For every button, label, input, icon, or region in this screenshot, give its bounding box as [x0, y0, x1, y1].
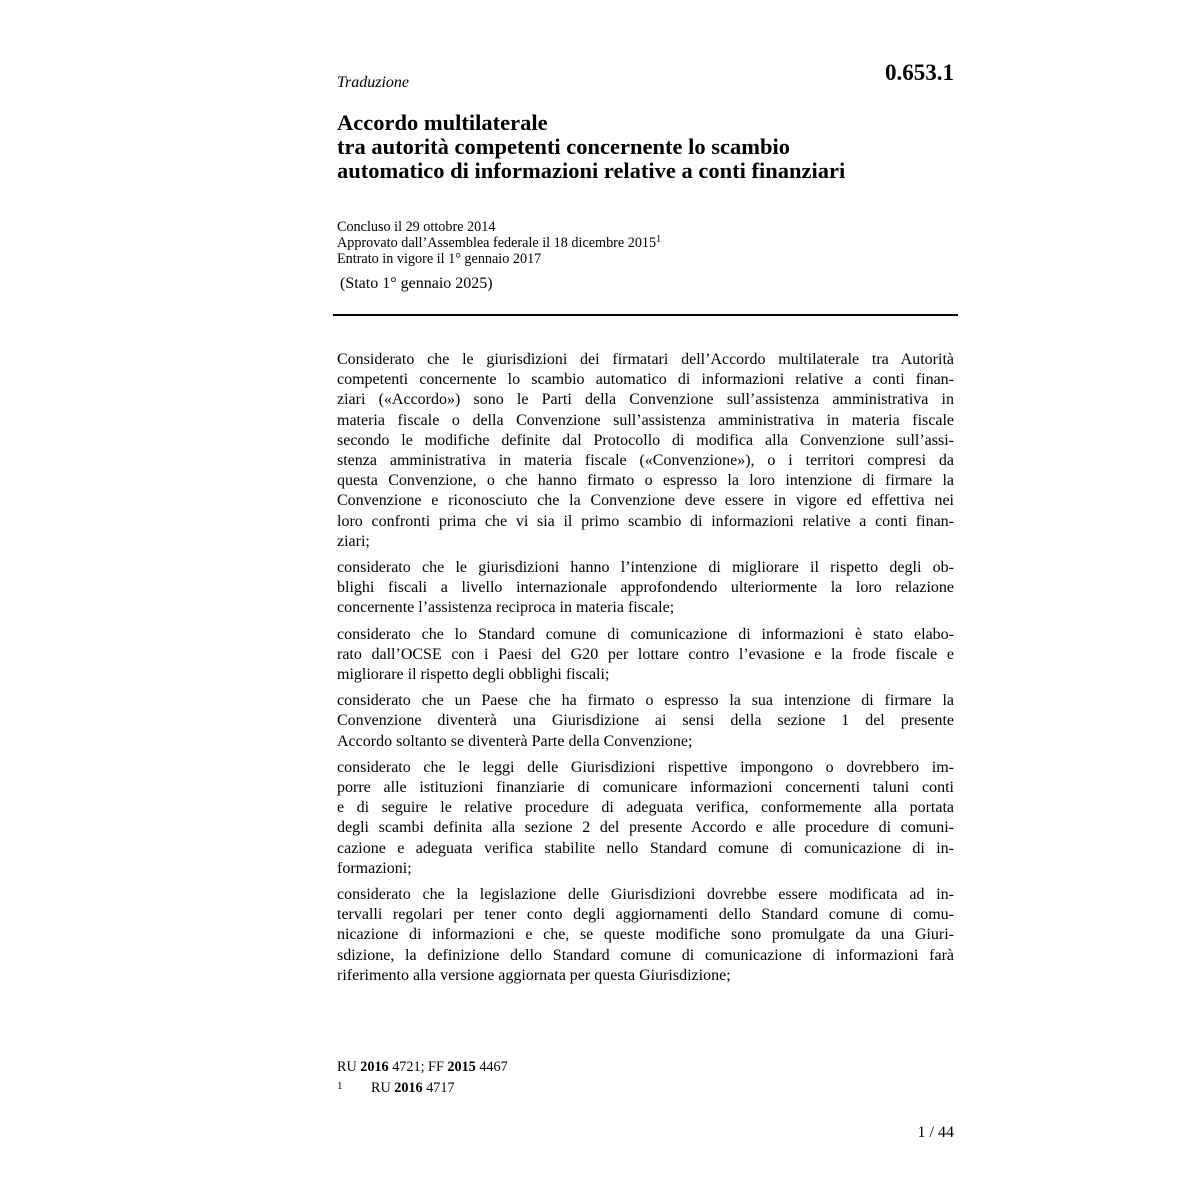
text-line: blighi fiscali a livello internazionale approfondendo ulteriormente la loro relazione	[337, 579, 954, 597]
title-line: automatico di informazioni relative a conti finanziari	[337, 158, 846, 183]
text-line: degli scambi definita alla sezione 2 del presente Accordo e alle procedure di comuni-	[337, 819, 954, 837]
preamble	[337, 350, 954, 992]
ff-page: 4467	[475, 1059, 508, 1075]
text-line: stenza amministrativa in materia fiscale («Convenzione»), o i territori compresi da	[337, 452, 954, 470]
translation-label: Traduzione	[337, 74, 410, 91]
sr-number: 0.653.1	[885, 60, 954, 85]
document-title	[337, 111, 957, 183]
approved-text: Approvato dall’Assemblea federale il 18 dicembre 2015	[337, 235, 657, 251]
text-line: loro confronti prima che vi sia il primo scambio di informazioni relative a conti finan-	[337, 512, 954, 530]
text-line: secondo le modifiche definite dal Protocollo di modifica alla Convenzione sull’assi-	[337, 431, 954, 449]
text-line: considerato che lo Standard comune di comunicazione di informazioni è stato elabo-	[337, 625, 954, 643]
text-line: questa Convenzione, o che hanno firmato o espresso la loro intenzione di firmare la	[337, 472, 954, 490]
text-line: riferimento alla versione aggiornata per questa Giurisdizione;	[337, 966, 731, 984]
preamble-paragraph	[337, 350, 954, 552]
preamble-paragraph	[337, 885, 954, 986]
text-line: considerato che la legislazione delle Giurisdizioni dovrebbe essere modificata ad in-	[337, 886, 954, 904]
text-line: cazione e adeguata verifica stabilite nello Standard comune di comunicazione di in-	[337, 839, 954, 857]
status-date: (Stato 1° gennaio 2025)	[340, 275, 493, 292]
text-line: formazioni;	[337, 859, 412, 877]
footnote-ref[interactable]: 1	[656, 234, 662, 245]
text-line: Accordo soltanto se diventerà Parte della Convenzione;	[337, 732, 693, 750]
text-line: materia fiscale o della Convenzione sull’assistenza amministrativa in materia fiscale	[337, 411, 954, 429]
text-line: porre alle istituzioni finanziarie di comunicare informazioni concernenti taluni conti	[337, 779, 954, 797]
text-line: concernente l’assistenza reciproca in materia fiscale;	[337, 599, 675, 617]
fn-prefix: RU	[371, 1080, 395, 1096]
preamble-paragraph	[337, 691, 954, 752]
ru-prefix: RU	[337, 1059, 361, 1075]
text-line: considerato che un Paese che ha firmato o espresso la sua intenzione di firmare la	[337, 692, 954, 710]
publication-reference	[337, 1058, 508, 1077]
ff-year: 2015	[447, 1059, 476, 1075]
ru-year: 2016	[360, 1059, 389, 1075]
text-line: ziari;	[337, 532, 370, 550]
preamble-paragraph	[337, 625, 954, 686]
approved-date	[337, 235, 661, 251]
title-line: Accordo multilaterale	[337, 110, 548, 135]
text-line: Convenzione e riconosciuto che la Convenzione deve essere in vigore ed effettiva nei	[337, 492, 954, 510]
text-line: Convenzione diventerà una Giurisdizione ai sensi della sezione 1 del presente	[337, 712, 954, 730]
text-line: competenti concernente lo scambio automatico di informazioni relative a conti finan-	[337, 371, 954, 389]
title-line: tra autorità competenti concernente lo scambio	[337, 134, 791, 159]
fn-page: 4717	[422, 1080, 455, 1096]
fn-year: 2016	[394, 1080, 423, 1096]
in-force-date: Entrato in vigore il 1° gennaio 2017	[337, 251, 542, 267]
text-line: e di seguire le relative procedure di adeguata verifica, conformemente alla portata	[337, 799, 954, 817]
text-line: Considerato che le giurisdizioni dei firmatari dell’Accordo multilaterale tra Autorità	[337, 351, 954, 368]
footnote-1	[337, 1077, 508, 1098]
text-line: rato dall’OCSE con i Paesi del G20 per lottare contro l’evasione e la frode fiscale e	[337, 645, 954, 663]
text-line: considerato che le leggi delle Giurisdizioni rispettive impongono o dovrebbero im-	[337, 758, 954, 776]
document-metadata	[337, 219, 661, 267]
preamble-paragraph	[337, 558, 954, 619]
text-line: tervalli regolari per tener conto degli aggiornamenti dello Standard comune di comu-	[337, 906, 954, 924]
text-line: nicazione di informazioni e che, se queste modifiche sono promulgate da una Giuri-	[337, 926, 954, 944]
page-number: 1 / 44	[917, 1124, 954, 1141]
footer-references	[337, 1058, 508, 1098]
concluded-date: Concluso il 29 ottobre 2014	[337, 219, 496, 235]
text-line: ziari («Accordo») sono le Parti della Convenzione sull’assistenza amministrativa in	[337, 391, 954, 409]
text-line: sdizione, la definizione dello Standard comune di comunicazione di informazioni farà	[337, 946, 954, 964]
text-line: considerato che le giurisdizioni hanno l’intenzione di migliorare il rispetto degli ob-	[337, 559, 954, 577]
ru-page: 4721; FF	[388, 1059, 448, 1075]
text-line: migliorare il rispetto degli obblighi fiscali;	[337, 666, 610, 684]
header-divider	[333, 314, 958, 316]
footnote-number: 1	[337, 1080, 343, 1092]
preamble-paragraph	[337, 758, 954, 879]
